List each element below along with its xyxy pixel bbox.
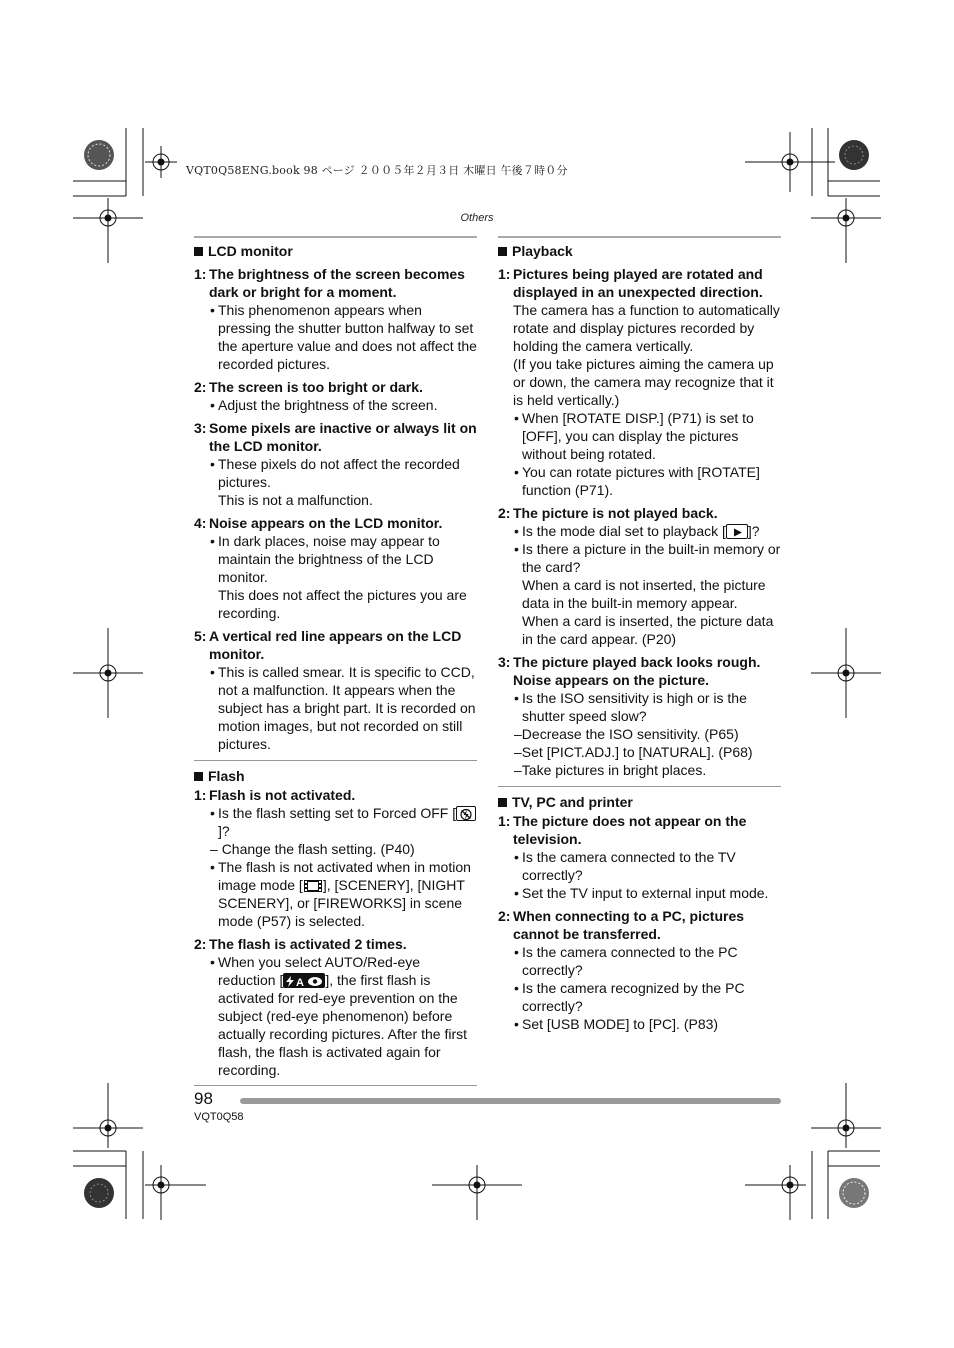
faq-item — [194, 378, 477, 414]
printer-slug-line: VQT0Q58ENG.book 98 ページ ２００５年２月３日 木曜日 午後７時０分 — [186, 164, 568, 177]
top-rule — [194, 236, 477, 238]
faq-item — [194, 935, 477, 1079]
playback-icon — [726, 524, 748, 539]
left-column — [194, 236, 477, 1092]
question: 1: Flash is not activated. — [194, 787, 356, 803]
faq-item — [194, 419, 477, 509]
bullet-text: • Set [USB MODE] to [PC]. (P83) — [498, 1015, 781, 1033]
faq-item — [498, 812, 781, 902]
body-text: This is not a malfunction. — [218, 492, 373, 508]
question: 1: Pictures being played are rotated and displayed in an unexpected direction. — [498, 266, 763, 300]
question: 4: Noise appears on the LCD monitor. — [194, 515, 443, 531]
question: 2: The screen is too bright or dark. — [194, 379, 423, 395]
question: 2: When connecting to a PC, pictures cannot be transferred. — [498, 908, 745, 942]
bullet-text: • You can rotate pictures with [ROTATE] function (P71). — [498, 463, 781, 499]
faq-item — [498, 653, 781, 779]
red-eye-auto-icon — [283, 973, 325, 988]
bullet-text: • In dark places, noise may appear to maintain the brightness of the LCD monitor. — [194, 532, 477, 586]
bullet-text: • Is the ISO sensitivity is high or is the shutter speed slow? — [498, 689, 781, 725]
bullet-text: • The flash is not activated when in motion image mode [ ], [SCENERY], [NIGHT SCENERY], or [FIREWORKS] in scene mode (P57) is selected. — [194, 858, 477, 930]
bullet-text: • Is there a picture in the built-in memory or the card? — [498, 540, 781, 576]
square-bullet-icon — [498, 247, 507, 256]
bullet-text: • When you select AUTO/Red-eye reduction [ A ], the first flash is activated for red-eye prevention on the subject (red-eye phenomenon) before actually recording pictures. After the first flash, the flash is activated again for recording. — [194, 953, 477, 1079]
bullet-text: • When [ROTATE DISP.] (P71) is set to [OFF], you can display the pictures without being rotated. — [498, 409, 781, 463]
section-title-playback — [498, 242, 781, 260]
section-divider — [194, 760, 477, 761]
question: 3: Some pixels are inactive or always lit on the LCD monitor. — [194, 420, 477, 454]
svg-text:A: A — [296, 977, 305, 988]
bullet-text: • This phenomenon appears when pressing the shutter button halfway to set the aperture value and does not affect the recorded pictures. — [194, 301, 477, 373]
section-title-flash — [194, 767, 477, 785]
body-text: (If you take pictures aiming the camera up or down, the camera may recognize that it is held vertically.) — [513, 356, 774, 408]
bullet-text: • This is called smear. It is specific to CCD, not a malfunction. It appears when the subject has a bright part. It is recorded on motion images, but not recorded on still pictures. — [194, 663, 477, 753]
faq-item — [194, 514, 477, 622]
bullet-text: • Is the camera recognized by the PC correctly? — [498, 979, 781, 1015]
bullet-text: • Is the mode dial set to playback [ ]? — [498, 522, 781, 540]
body-text: When a card is not inserted, the picture data in the built-in memory appear. — [522, 577, 766, 611]
square-bullet-icon — [498, 798, 507, 807]
body-text: The camera has a function to automatically rotate and display pictures recorded by holding the camera vertically. — [513, 302, 780, 354]
bullet-text: • Is the camera connected to the PC correctly? — [498, 943, 781, 979]
bullet-text: • Adjust the brightness of the screen. — [194, 396, 477, 414]
flash-off-icon — [456, 806, 476, 821]
bullet-text: • Set the TV input to external input mode. — [498, 884, 781, 902]
faq-item — [194, 786, 477, 930]
faq-item — [194, 627, 477, 753]
page-number: 98 — [194, 1089, 213, 1108]
section-title-text: LCD monitor — [208, 243, 293, 259]
body-text: When a card is inserted, the picture data in the card appear. (P20) — [522, 613, 774, 647]
section-divider — [194, 1085, 477, 1086]
faq-item — [498, 504, 781, 648]
bullet-text: • Is the flash setting set to Forced OFF []? — [194, 804, 477, 840]
question: 3: The picture played back looks rough. Noise appears on the picture. — [498, 654, 761, 688]
dash-text: –Set [PICT.ADJ.] to [NATURAL]. (P68) — [514, 744, 753, 760]
dash-text: –Decrease the ISO sensitivity. (P65) — [514, 726, 739, 742]
section-title-text: TV, PC and printer — [512, 794, 633, 810]
section-title-tv-pc-printer — [498, 793, 781, 811]
question: 5: A vertical red line appears on the LCD monitor. — [194, 628, 462, 662]
dash-text: –Take pictures in bright places. — [514, 762, 707, 778]
square-bullet-icon — [194, 772, 203, 781]
section-title-text: Playback — [512, 243, 573, 259]
dash-text: – Change the flash setting. (P40) — [210, 841, 415, 857]
question: 2: The flash is activated 2 times. — [194, 936, 407, 952]
section-title-lcd — [194, 242, 477, 260]
right-column — [498, 236, 781, 1033]
faq-item — [498, 907, 781, 1033]
section-title-text: Flash — [208, 768, 245, 784]
question: 1: The brightness of the screen becomes dark or bright for a moment. — [194, 266, 465, 300]
section-divider — [498, 786, 781, 787]
footer-bar — [240, 1098, 781, 1104]
body-text: This does not affect the pictures you are recording. — [218, 587, 467, 621]
section-label: Others — [460, 212, 494, 224]
question: 2: The picture is not played back. — [498, 505, 718, 521]
model-code: VQT0Q58 — [194, 1111, 244, 1123]
motion-image-icon — [303, 879, 323, 892]
square-bullet-icon — [194, 247, 203, 256]
question: 1: The picture does not appear on the television. — [498, 813, 747, 847]
bullet-text: • Is the camera connected to the TV correctly? — [498, 848, 781, 884]
faq-item — [194, 265, 477, 373]
faq-item — [498, 265, 781, 499]
top-rule — [498, 236, 781, 238]
bullet-text: • These pixels do not affect the recorded pictures. — [194, 455, 477, 491]
